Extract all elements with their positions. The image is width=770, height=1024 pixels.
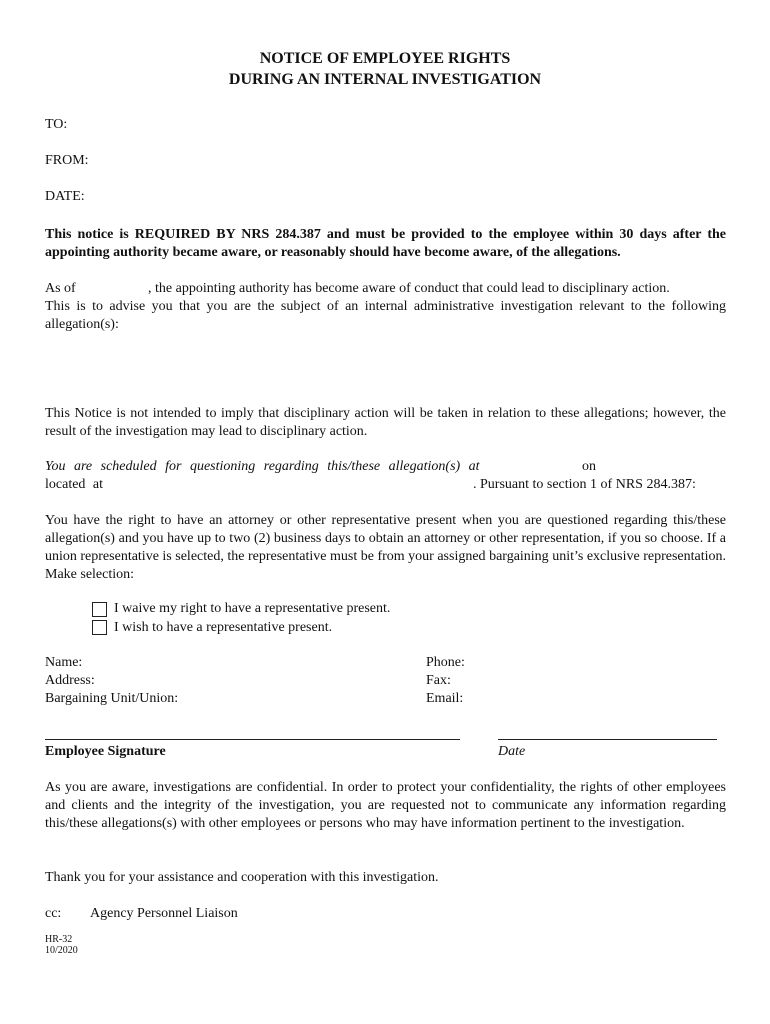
form-revision: 10/2020 xyxy=(45,945,78,956)
cc-value: Agency Personnel Liaison xyxy=(90,906,238,921)
scheduled-text: You are scheduled for questioning regarding this/these allegation(s) at xyxy=(45,459,480,474)
email-label: Email: xyxy=(426,691,464,706)
not-intended-notice: This Notice is not intended to imply that disciplinary action will be taken in relation to these allegations; however, the result of the investigation may lead to disciplinary action. xyxy=(45,406,726,439)
wish-checkbox[interactable] xyxy=(92,620,107,635)
waive-label: I waive my right to have a representative present. xyxy=(114,601,391,616)
pursuant-text: . Pursuant to section 1 of NRS 284.387: xyxy=(473,477,696,492)
wish-label: I wish to have a representative present. xyxy=(114,620,333,635)
located-at-label: located at xyxy=(45,477,104,492)
cc-label: cc: xyxy=(45,906,62,921)
phone-label: Phone: xyxy=(426,655,465,670)
on-label: on xyxy=(582,459,596,474)
from-label: FROM: xyxy=(45,153,89,168)
title-line-2: DURING AN INTERNAL INVESTIGATION xyxy=(228,71,542,88)
address-label: Address: xyxy=(45,673,95,688)
union-label: Bargaining Unit/Union: xyxy=(45,691,179,706)
as-of-label: As of xyxy=(45,281,76,296)
confidentiality-notice: As you are aware, investigations are confidential. In order to protect your confidentiality, the rights of other employees and clients and the integrity of the investigation, you are requested not to communicate any information regarding this/these allegations(s) with other employees or persons who may have information pertinent to the investigation. xyxy=(45,780,726,831)
employee-signature-label: Employee Signature xyxy=(45,744,166,759)
date-label: DATE: xyxy=(45,189,85,204)
title-line-1: NOTICE OF EMPLOYEE RIGHTS xyxy=(259,50,511,67)
name-label: Name: xyxy=(45,655,83,670)
waive-checkbox[interactable] xyxy=(92,602,107,617)
employee-signature-line[interactable] xyxy=(45,739,460,740)
form-code: HR-32 xyxy=(45,934,73,945)
to-label: TO: xyxy=(45,117,68,132)
thanks-text: Thank you for your assistance and cooperation with this investigation. xyxy=(45,870,439,885)
right-to-attorney: You have the right to have an attorney or other representative present when you are questioned regarding this/these allegation(s) and you have up to two (2) business days to obtain an attorney or other representation, if you so choose. If a union representative is selected, the representative must be from your assigned bargaining unit’s exclusive representation. Make selection: xyxy=(45,513,726,582)
date-signature-line[interactable] xyxy=(498,739,717,740)
fax-label: Fax: xyxy=(426,673,451,688)
date-signature-label: Date xyxy=(498,744,526,759)
investigation-notice: This is to advise you that you are the subject of an internal administrative investigation relevant to the following allegation(s): xyxy=(45,299,726,332)
required-notice: This notice is REQUIRED BY NRS 284.387 and must be provided to the employee within 30 days after the appointing authority became aware, or reasonably should have become aware, of the allegations. xyxy=(45,227,726,260)
as-of-text: , the appointing authority has become aware of conduct that could lead to disciplinary action. xyxy=(148,281,670,296)
